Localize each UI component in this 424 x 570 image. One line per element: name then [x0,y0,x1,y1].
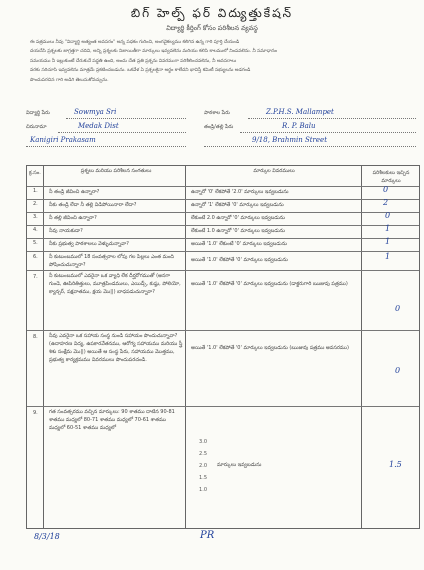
column-divider [43,166,44,528]
question-text: నీ తండ్రి జీవించి ఉన్నారా? [49,189,100,195]
question-text: గత సంవత్సరము వచ్చిన మార్కులు: 90 శాతము దాటిన 90-81 శాతము మధ్యలో 80-71 శాతము మధ్యలో 70-61 శాతము మధ్యలో 60-51 శాతము మధ్యలో [49,409,175,431]
field-row [26,110,418,122]
score-scale: 3.0 2.5 2.0 1.5 1.0 [199,439,207,493]
form-subtitle: విద్యార్థి కీర్తింగ్ కోసం పరిశీలన వ్యవస్థ [166,24,258,32]
row-divider [27,212,419,213]
row-number: 1. [33,188,38,194]
survey-table [26,165,420,529]
row-divider [27,199,419,200]
field-label: తండ్రి/తల్లి పేరు [204,124,234,130]
header-options: మార్కుల వివరములు [253,168,295,174]
row-divider [27,406,419,407]
field-label: విద్యార్థి పేరు [26,110,50,116]
options-text: ఉన్నారో '0' లేకపోతే '2.0' మార్కులు ఇవ్వబడును [191,189,289,195]
handwritten-value: R. P. Balu [282,122,316,130]
score-value: 0 [385,211,391,220]
score-value: 1.5 [389,460,402,469]
row-number: 9. [33,410,38,416]
handwritten-value: Sowmya Sri [74,108,117,116]
row-number: 4. [33,227,38,233]
question-text: నీవు నాయకుడా? [49,228,83,234]
field-label: చిరునామా [26,124,47,130]
question-text: నీకు ప్రభుత్వ పాఠశాలలు వెళ్ళుచున్నావా? [49,241,129,247]
row-divider [27,270,419,271]
options-text: అయితే '1.0' లేకపోతే '0' మార్కులు ఇవ్వబడును (ఋజువు పత్రము అవసరము) [191,345,349,351]
handwritten-value: Z.P.H.S. Mallampet [266,108,334,116]
row-number: 8. [33,334,38,340]
options-text: మార్కులు ఇవ్వబడును [217,462,262,468]
options-text: లేకుంటే 1.0 ఉన్నారో '0' మార్కులు ఇవ్వబడును [191,228,285,234]
score-value: 1 [385,252,391,261]
underline [58,132,186,133]
underline [240,132,416,133]
question-text: నీ కుటుంబములో ఎవరైనా ఒక వ్యాధి లేక దీర్ఘరోగముతో (అనగా గుండె, ఊపిరితిత్తులు, మూత్రపిండములు, ఎయిడ్స్, కుష్ఠు, పోలియో, క్యాన్సర్, పక్షవాతము, క్షయ మొ||) బాధపడుచున్నారా? [49,273,181,295]
header-sno: క్ర.సం. [29,170,41,176]
intro-line: సమయము నీ ఇల్లుకుంటే చేరుకునే పద్ధతి ఉంది, అందు చేత ప్రతి ప్రశ్నను వివరముగా పరిశీలించవలెను, నీ అవసరాలు [30,58,237,64]
row-divider [27,186,419,187]
handwritten-value: Medak Dist [78,122,119,130]
score-value: 2 [383,198,389,207]
options-text: లేకుంటే 2.0 ఉన్నారో '0' మార్కులు ఇవ్వబడును [191,215,285,221]
row-number: 2. [33,201,38,207]
handwritten-value: Kanigiri Prakasam [30,136,96,144]
score-value: 1 [385,237,391,246]
intro-line: దయచేసి ప్రశ్నలకు జాగ్రత్తగా చదివి, అన్ని ప్రశ్నలకు నిజాయితీగా మార్కులు ఇవ్వవలెను మరియు కలిసి కాలములో నింపవలెను. నీ సమాధానం [30,49,277,55]
score-value: 0 [383,185,389,194]
question-text: నీ తల్లి జీవించి ఉన్నారా? [49,215,97,221]
field-row [26,124,418,136]
score-value: 0 [395,304,401,313]
header-score: పరిశీలకులు ఇచ్చిన మార్కులు [372,170,410,184]
options-text: అయితే '1.0' లేకపోతే '0' మార్కులు ఇవ్వబడును [191,257,288,263]
question-text: నీవు ఎవరైనా ఒక సహాయ సంస్థ నుండి సహాయం పొందుచున్నావా? (ఉదాహరణ విద్య, ఉపకారవేతనము, ఆరోగ్య సహాయము మరియు స్త్రీ శిశు సంక్షేమ మొ||) అయితే ఆ సంస్థ పేరు, సహాయము మొత్తము, ప్రభుత్వ కార్యక్రమము వివరములు పొందుపరచండి. [49,333,183,363]
underline [248,118,416,119]
score-value: 0 [395,366,401,375]
column-divider [185,166,186,528]
intro-paragraph [30,38,420,85]
underline [204,146,416,147]
intro-line: వరకు సరిచూసి ఇవ్వవలెను మాత్రమే ప్రకటించబడును. ఒకవేళ ఏ ప్రశ్నలకైనా అర్థం కాలేదని భావిస్తే కమిటీ సభ్యులను అడగండి [30,68,251,74]
row-number: 5. [33,240,38,246]
form-title: బిగ్ హెల్ప్ ఫర్ విద్యుత్తుకేషన్ [130,6,294,20]
row-divider [27,330,419,331]
question-text: నీ కుటుంబములో 18 సంవత్సరాల లోపు గల పిల్లలు ఎంత మంది పోషించుచున్నారా? [49,254,174,268]
question-text: నీకు తండ్రి లేదా నీ తల్లి విడిపోయినారా లేదా? [49,202,137,208]
field-label: పాఠశాల పేరు [204,110,230,116]
intro-line: పొందుపరచిన గారి అడిగి తెలుసుకోవచ్చును. [30,77,109,83]
field-row [26,138,418,150]
underline [26,146,186,147]
handwritten-value: 9/18, Brahmin Street [252,136,328,144]
row-divider [27,225,419,226]
options-text: అయితే '1.0' లేకుంటే '0' మార్కులు ఇవ్వబడును [191,241,287,247]
handwritten-date: 8/3/18 [34,532,60,541]
header-question: ప్రశ్నలు మరియు పరిశీలన సంగతులు [80,168,152,174]
row-divider [27,238,419,239]
row-number: 7. [33,274,38,280]
options-text: అయితే '1.0' లేకపోతే '0' మార్కులు ఇవ్వబడును (డాక్టరుగారి ఋజువు పత్రము) [191,281,348,287]
handwritten-initials: PR [200,530,215,541]
options-text: ఉన్నారో '1' లేకపోతే '0' మార్కులు ఇవ్వబడును [191,202,284,208]
column-divider [361,166,362,528]
row-divider [27,251,419,252]
intro-line: ఈ పత్రములు నీవు "విద్యార్థి అత్యంత అవసరం" అన్న పధకం గురించి, అంగవైకల్యము కలిగిన ఉన్న గారి పూర్తి చేయండి [30,40,240,45]
row-number: 6. [33,254,38,260]
row-number: 3. [33,214,38,220]
underline [66,118,186,119]
score-value: 1 [385,224,391,233]
